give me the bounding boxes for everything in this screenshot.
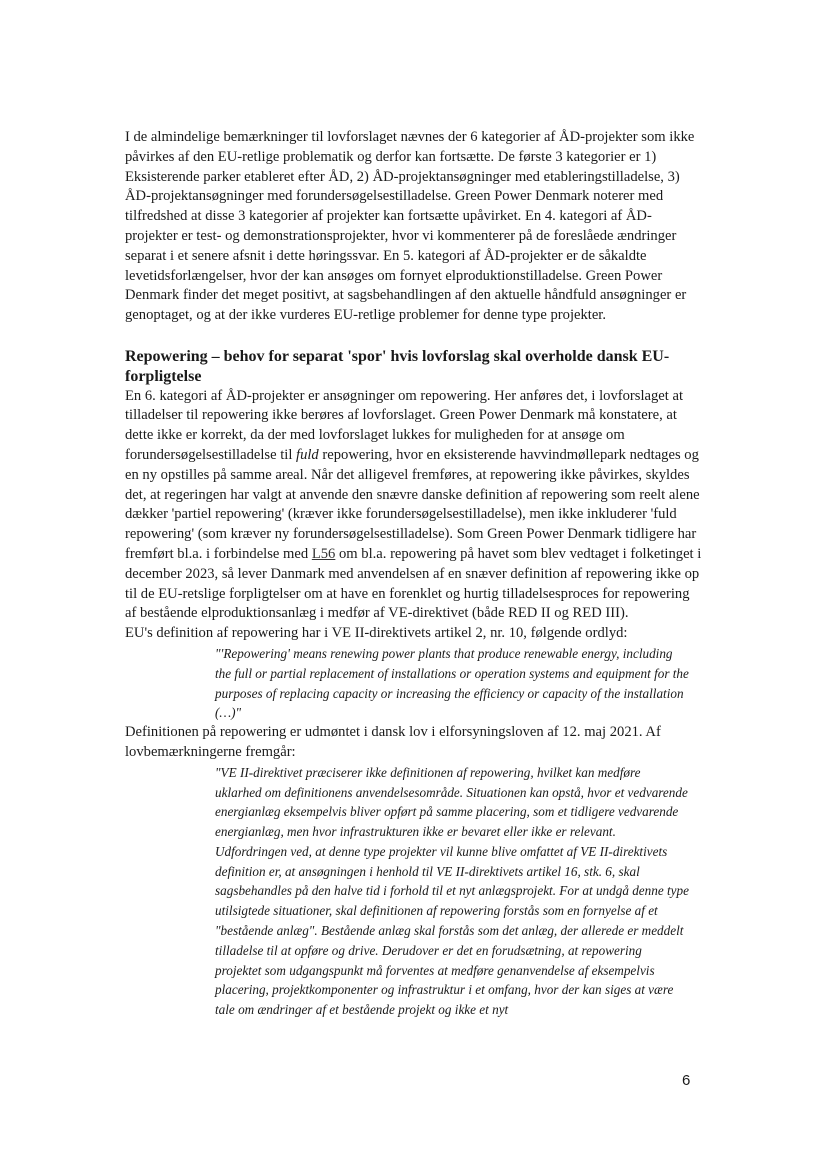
page-number: 6 [682, 1072, 691, 1089]
paragraph-danish-law: Definitionen på repowering er udmøntet i dansk lov i elforsyningsloven af 12. maj 2021. Af lovbemærkningerne fremgår: [125, 724, 661, 760]
document-body [125, 128, 703, 1020]
paragraph-repowering [125, 387, 703, 625]
section-heading-repowering: Repowering – behov for separat 'spor' hvis lovforslag skal overholde dansk EU-forpligtelse [125, 347, 670, 385]
paragraph-eu-definition: EU's definition af repowering har i VE II-direktivets artikel 2, nr. 10, følgende ordlyd: [125, 625, 628, 642]
quote-lovbemaerkninger: "VE II-direktivet præciserer ikke definitionen af repowering, hvilket kan medføre uklarhed om definitionens anvendelsesområde. Situationen kan opstå, hvor et vedvarende energianlæg eksempelvis bliver opført på samme placering, som et tidligere vedvarende energianlæg, men hvor infrastrukturen ikke er bevaret eller ikke er relevant. Udfordringen ved, at denne type projekter vil kunne blive omfattet af VE II-direktivets definition er, at ansøgningen i henhold til VE II-direktivets artikel 16, stk. 6, skal sagsbehandles på den halve tid i forhold til et nyt anlægsprojekt. For at undgå denne type utilsigtede situationer, skal definitionen af repowering forstås som en fornyelse af et "bestående anlæg". Bestående anlæg skal forstås som det anlæg, der allerede er meddelt tilladelse til at opføre og drive. Derudover er det en forudsætning, at repowering projektet som udgangspunkt må forventes at medføre genanvendelse af eksempelvis placering, projektkomponenter og infrastruktur i et omfang, hvor der kan siges at være tale om ændringer af et bestående projekt og ikke et nyt [215, 764, 689, 1018]
paragraph-repowering-part-c: om bl.a. repowering på havet som blev vedtaget i folketinget i december 2023, så lever Danmark med anvendelsen af en snæver definition af repowering ikke op til de EU-retslige forpligtelser om at have en forenklet og hurtig tilladelsesproces for repowering af bestående elproduktionsanlæg i medfør af VE-direktivet (både RED II og RED III). [125, 545, 702, 622]
paragraph-repowering-part-a: En 6. kategori af ÅD-projekter er ansøgninger om repowering. Her anføres det, i lovforslaget at tilladelser til repowering ikke berøres af lovforslaget. Green Power Denmark må konstatere, at dette ikke er korrekt, da der med lovforslaget lukkes for muligheden for at ansøge om forundersøgelsestilladelse til [125, 387, 684, 463]
quote-eu-definition: "'Repowering' means renewing power plants that produce renewable energy, including the full or partial replacement of installations or operation systems and equipment for the purposes of replacing capacity or increasing the efficiency or capacity of the installation (…)" [215, 645, 689, 721]
emphasis-fuld: fuld [296, 446, 319, 463]
l56-link[interactable]: L56 [311, 545, 336, 562]
paragraph-categories: I de almindelige bemærkninger til lovforslaget nævnes der 6 kategorier af ÅD-projekter som ikke påvirkes af den EU-retlige problematik og derfor kan fortsætte. De første 3 kategorier er 1) Eksisterende parker etableret efter ÅD, 2) ÅD-projektansøgninger med etableringstilladelse, 3) ÅD-projektansøgninger med forundersøgelsestilladelse. Green Power Denmark noterer med tilfredshed at disse 3 kategorier af projekter kan fortsætte upåvirket. En 4. kategori af ÅD-projekter er test- og demonstrationsprojekter, hvor vi kommenterer på de foreslåede ændringer separat i et senere afsnit i dette høringssvar. En 5. kategori af ÅD-projekter er de såkaldte levetidsforlængelser, hvor der kan ansøges om fornyet elproduktionstilladelse. Green Power Denmark finder det meget positivt, at sagsbehandlingen af den aktuelle håndfuld ansøgninger er genoptaget, og at der ikke vurderes EU-retlige problemer for denne type projekter. [125, 129, 695, 324]
paragraph-repowering-part-b: repowering, hvor en eksisterende havvindmøllepark nedtages og en ny opstilles på samme areal. Når det alligevel fremføres, at repowering ikke påvirkes, skyldes det, at regeringen har valgt at anvende den snævre danske definition af repowering som reelt alene dækker 'partiel repowering' (kræver ikke forundersøgelsestilladelse), men ikke inkluderer 'fuld repowering' (som kræver ny forundersøgelsestilladelse). Som Green Power Denmark tidligere har fremført bl.a. i forbindelse med [125, 446, 700, 562]
